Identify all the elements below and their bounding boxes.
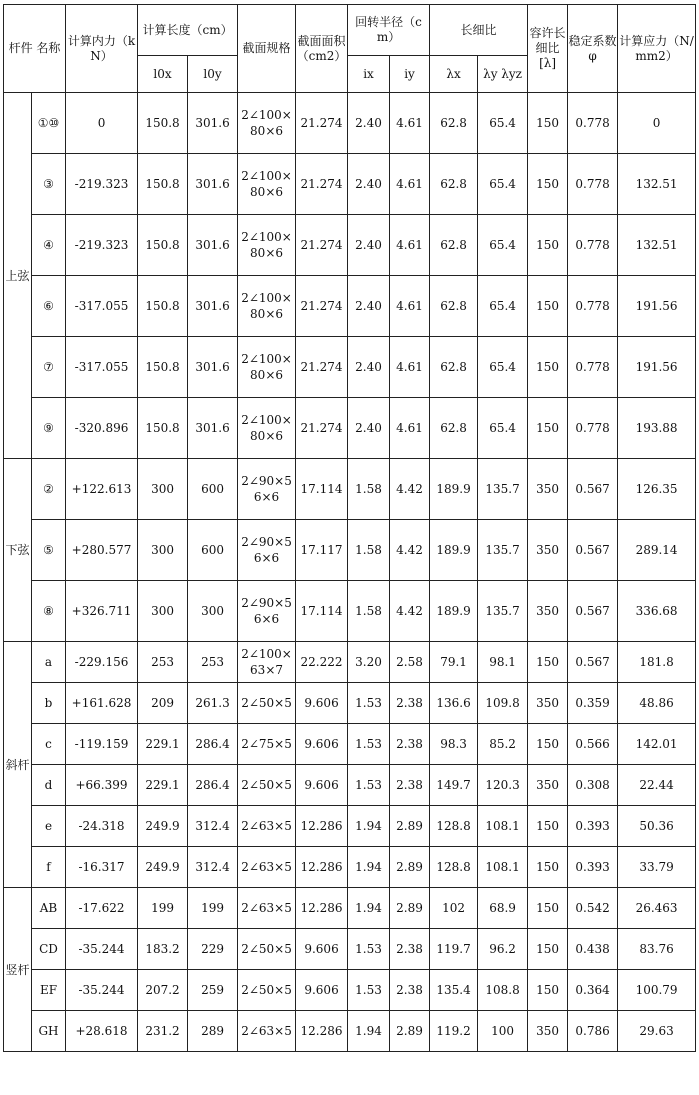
l0x-cell: 150.8 (138, 215, 188, 276)
lambda-x-cell: 149.7 (430, 765, 478, 806)
iy-cell: 2.38 (390, 683, 430, 724)
force-cell: -17.622 (66, 888, 138, 929)
member-name-cell: AB (32, 888, 66, 929)
lambda-x-cell: 135.4 (430, 970, 478, 1011)
lambda-x-cell: 119.2 (430, 1011, 478, 1052)
l0y-cell: 261.3 (188, 683, 238, 724)
stress-cell: 22.44 (618, 765, 696, 806)
iy-cell: 4.42 (390, 520, 430, 581)
iy-cell: 2.58 (390, 642, 430, 683)
l0x-cell: 300 (138, 520, 188, 581)
force-cell: +326.711 (66, 581, 138, 642)
lambda-x-cell: 62.8 (430, 93, 478, 154)
l0y-cell: 286.4 (188, 765, 238, 806)
table-row (4, 276, 696, 337)
member-name-cell: ⑧ (32, 581, 66, 642)
area-cell: 9.606 (296, 683, 348, 724)
allowable-slenderness-cell: 350 (528, 520, 568, 581)
iy-cell: 4.61 (390, 398, 430, 459)
table-row (4, 459, 696, 520)
ix-cell: 2.40 (348, 337, 390, 398)
l0x-cell: 229.1 (138, 765, 188, 806)
lambda-x-cell: 102 (430, 888, 478, 929)
l0y-cell: 289 (188, 1011, 238, 1052)
l0x-cell: 300 (138, 459, 188, 520)
member-name-cell: e (32, 806, 66, 847)
section-cell: 2∠75×5 (238, 724, 296, 765)
l0x-cell: 300 (138, 581, 188, 642)
area-cell: 17.114 (296, 581, 348, 642)
lambda-yz-cell: 135.7 (478, 459, 528, 520)
table-row (4, 398, 696, 459)
l0y-cell: 312.4 (188, 847, 238, 888)
iy-cell: 2.38 (390, 929, 430, 970)
allowable-slenderness-cell: 150 (528, 847, 568, 888)
force-cell: -24.318 (66, 806, 138, 847)
ix-cell: 3.20 (348, 642, 390, 683)
lambda-x-cell: 79.1 (430, 642, 478, 683)
force-cell: +28.618 (66, 1011, 138, 1052)
lambda-yz-cell: 68.9 (478, 888, 528, 929)
header-l0x: l0x (138, 56, 188, 93)
lambda-x-cell: 119.7 (430, 929, 478, 970)
stability-coefficient-cell: 0.364 (568, 970, 618, 1011)
stress-cell: 132.51 (618, 154, 696, 215)
ix-cell: 1.58 (348, 459, 390, 520)
lambda-yz-cell: 65.4 (478, 276, 528, 337)
stress-cell: 33.79 (618, 847, 696, 888)
iy-cell: 4.42 (390, 581, 430, 642)
area-cell: 9.606 (296, 765, 348, 806)
stability-coefficient-cell: 0.778 (568, 215, 618, 276)
l0y-cell: 301.6 (188, 93, 238, 154)
member-name-cell: ⑨ (32, 398, 66, 459)
allowable-slenderness-cell: 150 (528, 398, 568, 459)
header-stress: 计算应力（N/mm2） (618, 5, 696, 93)
header-area: 截面面积（cm2） (296, 5, 348, 93)
table-row (4, 154, 696, 215)
member-name-cell: ③ (32, 154, 66, 215)
iy-cell: 4.61 (390, 93, 430, 154)
allowable-slenderness-cell: 150 (528, 929, 568, 970)
l0y-cell: 600 (188, 520, 238, 581)
allowable-slenderness-cell: 150 (528, 154, 568, 215)
section-cell: 2∠50×5 (238, 929, 296, 970)
force-cell: -229.156 (66, 642, 138, 683)
allowable-slenderness-cell: 150 (528, 970, 568, 1011)
ix-cell: 1.53 (348, 765, 390, 806)
member-calculation-table (3, 4, 696, 1052)
l0y-cell: 301.6 (188, 276, 238, 337)
ix-cell: 2.40 (348, 215, 390, 276)
header-iy: iy (390, 56, 430, 93)
stress-cell: 191.56 (618, 276, 696, 337)
allowable-slenderness-cell: 150 (528, 724, 568, 765)
lambda-yz-cell: 96.2 (478, 929, 528, 970)
group-label: 下弦 (4, 459, 32, 642)
table-row (4, 888, 696, 929)
lambda-x-cell: 62.8 (430, 337, 478, 398)
force-cell: -16.317 (66, 847, 138, 888)
lambda-x-cell: 128.8 (430, 847, 478, 888)
table-row (4, 765, 696, 806)
force-cell: -219.323 (66, 215, 138, 276)
section-cell: 2∠100×80×6 (238, 337, 296, 398)
area-cell: 21.274 (296, 93, 348, 154)
lambda-x-cell: 189.9 (430, 581, 478, 642)
area-cell: 12.286 (296, 1011, 348, 1052)
section-cell: 2∠100×80×6 (238, 398, 296, 459)
stability-coefficient-cell: 0.359 (568, 683, 618, 724)
group-label: 上弦 (4, 93, 32, 459)
lambda-x-cell: 62.8 (430, 398, 478, 459)
table-row (4, 642, 696, 683)
header-allowable-slenderness: 容许长细比[λ] (528, 5, 568, 93)
stability-coefficient-cell: 0.778 (568, 93, 618, 154)
area-cell: 12.286 (296, 847, 348, 888)
area-cell: 21.274 (296, 215, 348, 276)
area-cell: 12.286 (296, 888, 348, 929)
lambda-yz-cell: 109.8 (478, 683, 528, 724)
stability-coefficient-cell: 0.542 (568, 888, 618, 929)
lambda-yz-cell: 85.2 (478, 724, 528, 765)
l0y-cell: 199 (188, 888, 238, 929)
ix-cell: 1.94 (348, 888, 390, 929)
ix-cell: 1.94 (348, 1011, 390, 1052)
lambda-yz-cell: 135.7 (478, 520, 528, 581)
l0y-cell: 312.4 (188, 806, 238, 847)
allowable-slenderness-cell: 150 (528, 215, 568, 276)
member-name-cell: GH (32, 1011, 66, 1052)
ix-cell: 2.40 (348, 398, 390, 459)
section-cell: 2∠50×5 (238, 765, 296, 806)
l0y-cell: 301.6 (188, 337, 238, 398)
member-name-cell: ⑥ (32, 276, 66, 337)
iy-cell: 4.61 (390, 337, 430, 398)
l0x-cell: 253 (138, 642, 188, 683)
member-name-cell: CD (32, 929, 66, 970)
stability-coefficient-cell: 0.393 (568, 847, 618, 888)
iy-cell: 2.89 (390, 847, 430, 888)
member-name-cell: b (32, 683, 66, 724)
l0y-cell: 253 (188, 642, 238, 683)
ix-cell: 1.58 (348, 520, 390, 581)
stress-cell: 48.86 (618, 683, 696, 724)
l0x-cell: 150.8 (138, 398, 188, 459)
table-row (4, 215, 696, 276)
lambda-yz-cell: 135.7 (478, 581, 528, 642)
lambda-yz-cell: 65.4 (478, 215, 528, 276)
iy-cell: 4.61 (390, 276, 430, 337)
area-cell: 17.117 (296, 520, 348, 581)
group-label: 竖杆 (4, 888, 32, 1052)
lambda-yz-cell: 65.4 (478, 398, 528, 459)
allowable-slenderness-cell: 150 (528, 93, 568, 154)
area-cell: 12.286 (296, 806, 348, 847)
table-row (4, 929, 696, 970)
member-name-cell: EF (32, 970, 66, 1011)
table-row (4, 581, 696, 642)
section-cell: 2∠63×5 (238, 847, 296, 888)
lambda-x-cell: 98.3 (430, 724, 478, 765)
iy-cell: 4.61 (390, 215, 430, 276)
force-cell: -320.896 (66, 398, 138, 459)
stability-coefficient-cell: 0.566 (568, 724, 618, 765)
allowable-slenderness-cell: 350 (528, 683, 568, 724)
header-section: 截面规格 (238, 5, 296, 93)
stability-coefficient-cell: 0.567 (568, 581, 618, 642)
area-cell: 21.274 (296, 337, 348, 398)
stress-cell: 29.63 (618, 1011, 696, 1052)
area-cell: 17.114 (296, 459, 348, 520)
l0x-cell: 207.2 (138, 970, 188, 1011)
header-force: 计算内力（kN） (66, 5, 138, 93)
stability-coefficient-cell: 0.567 (568, 642, 618, 683)
ix-cell: 2.40 (348, 276, 390, 337)
header-member: 杆件 名称 (4, 5, 66, 93)
ix-cell: 2.40 (348, 93, 390, 154)
section-cell: 2∠100×80×6 (238, 276, 296, 337)
l0y-cell: 286.4 (188, 724, 238, 765)
force-cell: +66.399 (66, 765, 138, 806)
table-row (4, 724, 696, 765)
table-row (4, 1011, 696, 1052)
l0x-cell: 150.8 (138, 154, 188, 215)
section-cell: 2∠100×80×6 (238, 154, 296, 215)
stability-coefficient-cell: 0.778 (568, 276, 618, 337)
section-cell: 2∠50×5 (238, 683, 296, 724)
iy-cell: 2.38 (390, 970, 430, 1011)
l0x-cell: 249.9 (138, 847, 188, 888)
table-row (4, 683, 696, 724)
ix-cell: 1.58 (348, 581, 390, 642)
member-name-cell: ② (32, 459, 66, 520)
header-slenderness: 长细比 (430, 5, 528, 56)
stress-cell: 142.01 (618, 724, 696, 765)
l0x-cell: 209 (138, 683, 188, 724)
section-cell: 2∠100×80×6 (238, 93, 296, 154)
member-name-cell: ⑤ (32, 520, 66, 581)
lambda-x-cell: 62.8 (430, 154, 478, 215)
l0y-cell: 301.6 (188, 215, 238, 276)
allowable-slenderness-cell: 150 (528, 276, 568, 337)
force-cell: -317.055 (66, 337, 138, 398)
area-cell: 9.606 (296, 724, 348, 765)
l0y-cell: 300 (188, 581, 238, 642)
allowable-slenderness-cell: 350 (528, 765, 568, 806)
force-cell: -35.244 (66, 929, 138, 970)
ix-cell: 1.94 (348, 847, 390, 888)
allowable-slenderness-cell: 350 (528, 459, 568, 520)
member-name-cell: ⑦ (32, 337, 66, 398)
stress-cell: 289.14 (618, 520, 696, 581)
stress-cell: 100.79 (618, 970, 696, 1011)
header-lambda-yz: λy λyz (478, 56, 528, 93)
header-radius: 回转半径（cm） (348, 5, 430, 56)
header-lambda-x: λx (430, 56, 478, 93)
section-cell: 2∠50×5 (238, 970, 296, 1011)
lambda-yz-cell: 98.1 (478, 642, 528, 683)
stress-cell: 193.88 (618, 398, 696, 459)
area-cell: 9.606 (296, 970, 348, 1011)
allowable-slenderness-cell: 350 (528, 1011, 568, 1052)
area-cell: 21.274 (296, 276, 348, 337)
iy-cell: 2.89 (390, 1011, 430, 1052)
lambda-x-cell: 189.9 (430, 520, 478, 581)
force-cell: -119.159 (66, 724, 138, 765)
group-label: 斜杆 (4, 642, 32, 888)
ix-cell: 1.53 (348, 929, 390, 970)
allowable-slenderness-cell: 150 (528, 806, 568, 847)
force-cell: -35.244 (66, 970, 138, 1011)
lambda-x-cell: 189.9 (430, 459, 478, 520)
allowable-slenderness-cell: 150 (528, 642, 568, 683)
allowable-slenderness-cell: 150 (528, 337, 568, 398)
stability-coefficient-cell: 0.567 (568, 459, 618, 520)
stress-cell: 181.8 (618, 642, 696, 683)
ix-cell: 1.53 (348, 683, 390, 724)
allowable-slenderness-cell: 350 (528, 581, 568, 642)
lambda-yz-cell: 108.1 (478, 806, 528, 847)
area-cell: 9.606 (296, 929, 348, 970)
l0y-cell: 301.6 (188, 154, 238, 215)
stress-cell: 26.463 (618, 888, 696, 929)
table-row (4, 970, 696, 1011)
member-name-cell: a (32, 642, 66, 683)
l0x-cell: 150.8 (138, 93, 188, 154)
l0x-cell: 150.8 (138, 276, 188, 337)
iy-cell: 4.42 (390, 459, 430, 520)
ix-cell: 1.94 (348, 806, 390, 847)
lambda-yz-cell: 120.3 (478, 765, 528, 806)
lambda-yz-cell: 100 (478, 1011, 528, 1052)
stability-coefficient-cell: 0.778 (568, 337, 618, 398)
stability-coefficient-cell: 0.308 (568, 765, 618, 806)
stability-coefficient-cell: 0.778 (568, 154, 618, 215)
member-name-cell: d (32, 765, 66, 806)
l0x-cell: 249.9 (138, 806, 188, 847)
l0x-cell: 231.2 (138, 1011, 188, 1052)
lambda-yz-cell: 65.4 (478, 93, 528, 154)
iy-cell: 2.89 (390, 888, 430, 929)
table-row (4, 847, 696, 888)
stress-cell: 336.68 (618, 581, 696, 642)
area-cell: 21.274 (296, 398, 348, 459)
lambda-x-cell: 62.8 (430, 215, 478, 276)
stress-cell: 126.35 (618, 459, 696, 520)
section-cell: 2∠63×5 (238, 888, 296, 929)
iy-cell: 2.89 (390, 806, 430, 847)
l0x-cell: 183.2 (138, 929, 188, 970)
l0y-cell: 259 (188, 970, 238, 1011)
stability-coefficient-cell: 0.786 (568, 1011, 618, 1052)
table-row (4, 806, 696, 847)
section-cell: 2∠63×5 (238, 1011, 296, 1052)
stability-coefficient-cell: 0.778 (568, 398, 618, 459)
l0x-cell: 150.8 (138, 337, 188, 398)
l0y-cell: 301.6 (188, 398, 238, 459)
section-cell: 2∠90×56×6 (238, 459, 296, 520)
allowable-slenderness-cell: 150 (528, 888, 568, 929)
stability-coefficient-cell: 0.567 (568, 520, 618, 581)
iy-cell: 4.61 (390, 154, 430, 215)
section-cell: 2∠100×80×6 (238, 215, 296, 276)
table-row (4, 520, 696, 581)
section-cell: 2∠90×56×6 (238, 581, 296, 642)
force-cell: +280.577 (66, 520, 138, 581)
header-stability-coefficient: 稳定系数φ (568, 5, 618, 93)
table-row (4, 337, 696, 398)
force-cell: +122.613 (66, 459, 138, 520)
lambda-x-cell: 136.6 (430, 683, 478, 724)
lambda-yz-cell: 65.4 (478, 337, 528, 398)
force-cell: -317.055 (66, 276, 138, 337)
stress-cell: 83.76 (618, 929, 696, 970)
force-cell: -219.323 (66, 154, 138, 215)
stress-cell: 50.36 (618, 806, 696, 847)
lambda-yz-cell: 108.1 (478, 847, 528, 888)
lambda-yz-cell: 108.8 (478, 970, 528, 1011)
section-cell: 2∠100×63×7 (238, 642, 296, 683)
lambda-yz-cell: 65.4 (478, 154, 528, 215)
table-row (4, 93, 696, 154)
member-name-cell: f (32, 847, 66, 888)
l0x-cell: 229.1 (138, 724, 188, 765)
force-cell: 0 (66, 93, 138, 154)
member-name-cell: ④ (32, 215, 66, 276)
force-cell: +161.628 (66, 683, 138, 724)
stability-coefficient-cell: 0.438 (568, 929, 618, 970)
stress-cell: 191.56 (618, 337, 696, 398)
area-cell: 21.274 (296, 154, 348, 215)
iy-cell: 2.38 (390, 765, 430, 806)
member-name-cell: c (32, 724, 66, 765)
member-name-cell: ①⑩ (32, 93, 66, 154)
header-ix: ix (348, 56, 390, 93)
lambda-x-cell: 128.8 (430, 806, 478, 847)
stress-cell: 132.51 (618, 215, 696, 276)
section-cell: 2∠90×56×6 (238, 520, 296, 581)
section-cell: 2∠63×5 (238, 806, 296, 847)
ix-cell: 1.53 (348, 724, 390, 765)
stability-coefficient-cell: 0.393 (568, 806, 618, 847)
stress-cell: 0 (618, 93, 696, 154)
l0x-cell: 199 (138, 888, 188, 929)
lambda-x-cell: 62.8 (430, 276, 478, 337)
header-l0y: l0y (188, 56, 238, 93)
ix-cell: 2.40 (348, 154, 390, 215)
header-length: 计算长度（cm） (138, 5, 238, 56)
ix-cell: 1.53 (348, 970, 390, 1011)
area-cell: 22.222 (296, 642, 348, 683)
iy-cell: 2.38 (390, 724, 430, 765)
l0y-cell: 600 (188, 459, 238, 520)
l0y-cell: 229 (188, 929, 238, 970)
